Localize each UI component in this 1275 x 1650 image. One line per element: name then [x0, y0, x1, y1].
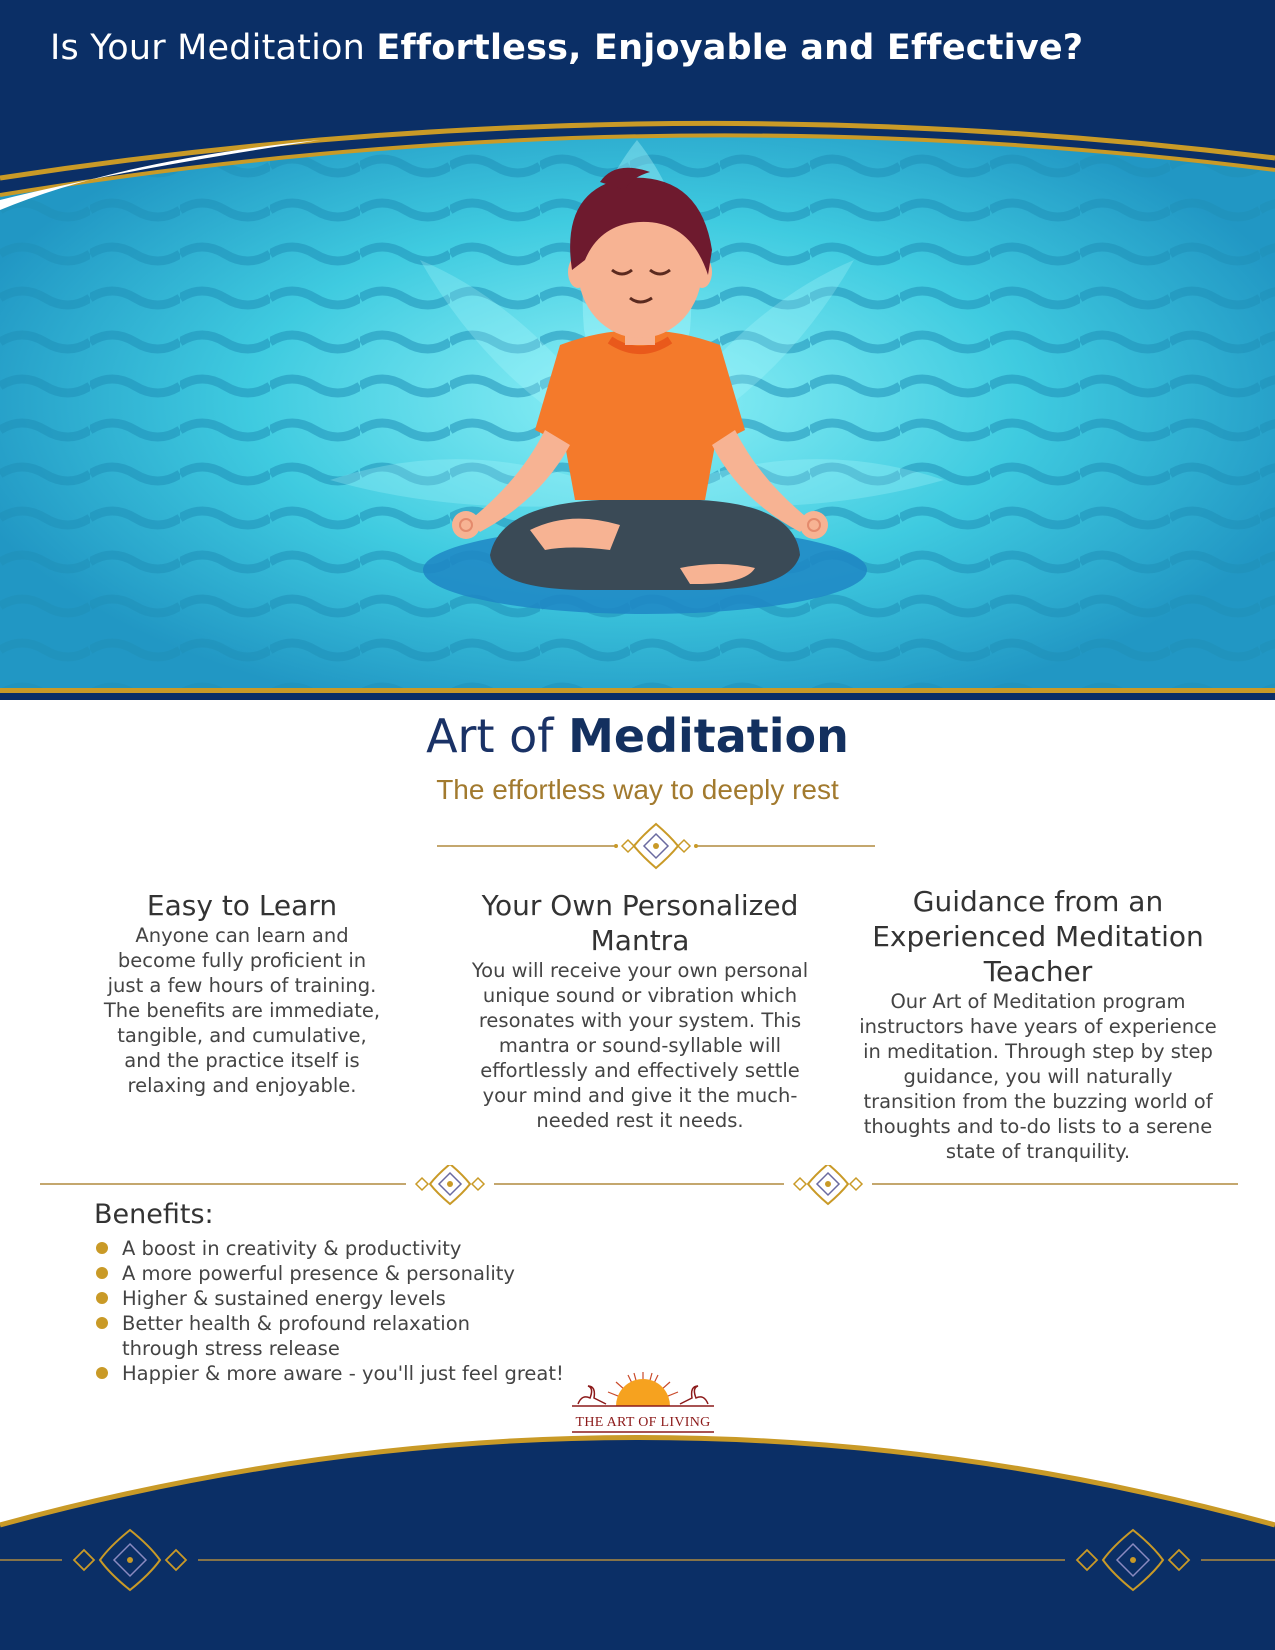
column-body: Our Art of Meditation program instructors have years of experience in meditation. Through step by step guidance, you will naturally transition from the buzzing world of thoughts and to-do lists to a serene state of tranquility. — [859, 990, 1217, 1163]
headline-bold: Effortless, Enjoyable and Effective? — [376, 28, 1084, 68]
main-title — [0, 706, 1275, 766]
meditation-illustration — [0, 100, 1275, 700]
column-personalized-mantra — [470, 888, 810, 1133]
bullet-icon — [96, 1292, 108, 1304]
ornament-icon — [784, 1165, 872, 1204]
list-item — [94, 1236, 614, 1261]
benefits-heading: Benefits: — [94, 1199, 214, 1230]
subtitle: The effortless way to deeply rest — [436, 774, 839, 805]
column-body: You will receive your own personal unique sound or vibration which resonates with your system. This mantra or sound-syllable will effortlessly and effectively settle your mind and give it the much-needed rest it needs. — [471, 959, 809, 1132]
list-item — [94, 1286, 614, 1311]
list-item-text: A boost in creativity & productivity — [122, 1237, 462, 1260]
headline-regular: Is Your Meditation — [50, 28, 377, 68]
headline — [50, 28, 1083, 68]
main-title-bold: Meditation — [568, 709, 849, 763]
list-item — [94, 1261, 614, 1286]
bullet-icon — [96, 1317, 108, 1329]
list-item-text: Better health & profound relaxation through stress release — [122, 1312, 470, 1360]
main-title-regular: Art of — [426, 709, 569, 763]
list-item-text: Higher & sustained energy levels — [122, 1287, 446, 1310]
art-of-living-logo — [568, 1368, 718, 1438]
column-heading: Your Own Personalized Mantra — [481, 889, 799, 957]
column-heading: Easy to Learn — [146, 889, 338, 922]
column-easy-to-learn — [97, 888, 387, 1098]
top-banner — [0, 0, 1275, 700]
title-block — [0, 706, 1275, 808]
list-item — [94, 1361, 614, 1386]
bullet-icon — [96, 1367, 108, 1379]
list-item-text: A more powerful presence & personality — [122, 1262, 515, 1285]
list-item — [94, 1311, 482, 1361]
benefits-section — [94, 1198, 614, 1386]
column-heading: Guidance from an Experienced Meditation Teacher — [872, 885, 1204, 988]
column-guidance — [858, 884, 1218, 1164]
list-item-text: Happier & more aware - you'll just feel great! — [122, 1362, 564, 1385]
bullet-icon — [96, 1267, 108, 1279]
bottom-banner — [0, 1430, 1275, 1650]
benefits-list — [94, 1236, 614, 1386]
column-body: Anyone can learn and become fully proficient in just a few hours of training. The benefits are immediate, tangible, and cumulative, and the practice itself is relaxing and enjoyable. — [103, 924, 381, 1097]
title-divider — [437, 822, 875, 872]
logo-text: THE ART OF LIVING — [575, 1415, 711, 1430]
ornament-icon — [614, 824, 698, 868]
bullet-icon — [96, 1242, 108, 1254]
